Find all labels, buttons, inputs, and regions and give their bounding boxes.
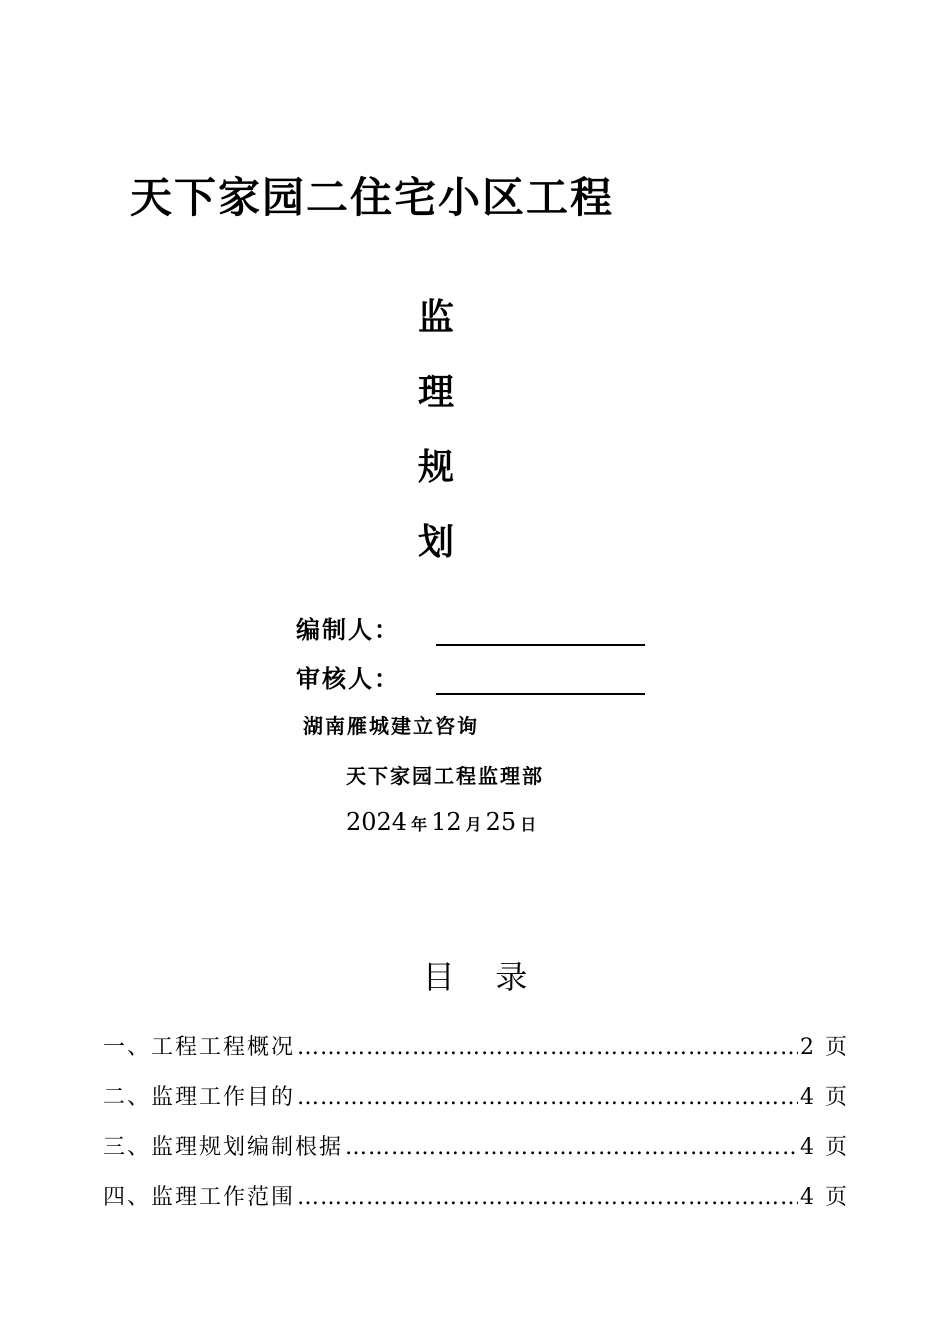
doc-title-char-2: 理 — [418, 372, 455, 413]
doc-title-char-3: 规 — [418, 447, 455, 488]
toc-entry-label: 一、工程工程概况 — [103, 1035, 296, 1060]
reviewed-by-row — [296, 659, 400, 699]
toc-dot-leader — [297, 1035, 798, 1060]
project-title: 天下家园二住宅小区工程 — [130, 173, 615, 222]
toc-entry-label: 二、监理工作目的 — [103, 1085, 296, 1110]
toc-entry-label: 三、监理规划编制根据 — [103, 1135, 344, 1160]
toc-entry-page: 2 页 — [800, 1035, 849, 1060]
toc-entry[interactable] — [103, 1030, 849, 1062]
company-name: 湖南雁城建立咨询 — [303, 714, 479, 738]
toc-entry[interactable] — [103, 1080, 849, 1112]
toc-entry-page: 4 页 — [800, 1185, 849, 1210]
toc-entry-label: 四、监理工作范围 — [103, 1185, 296, 1210]
doc-title-char-1: 监 — [418, 297, 455, 338]
prepared-by-signature-line — [436, 644, 645, 646]
issue-date — [346, 808, 540, 836]
prepared-by-label: 编制人： — [296, 616, 400, 644]
reviewed-by-label: 审核人： — [296, 665, 400, 693]
toc-entry[interactable] — [103, 1180, 849, 1212]
toc-dot-leader — [297, 1085, 798, 1110]
date-day: 25 — [485, 808, 517, 836]
toc-title: 目 录 — [422, 958, 528, 996]
doc-title-char-4: 划 — [418, 522, 455, 563]
toc-dot-leader — [345, 1135, 798, 1160]
toc-entry[interactable] — [103, 1130, 849, 1162]
toc-entry-page: 4 页 — [800, 1135, 849, 1160]
reviewed-by-signature-line — [436, 693, 645, 695]
date-month-unit: 月 — [465, 815, 482, 834]
date-year: 2024 — [346, 808, 408, 836]
date-year-unit: 年 — [411, 815, 428, 834]
toc-entry-page: 4 页 — [800, 1085, 849, 1110]
date-month: 12 — [431, 808, 462, 836]
prepared-by-row — [296, 610, 400, 650]
date-day-unit: 日 — [520, 815, 537, 834]
toc-dot-leader — [297, 1185, 798, 1210]
department-name: 天下家园工程监理部 — [346, 764, 544, 788]
